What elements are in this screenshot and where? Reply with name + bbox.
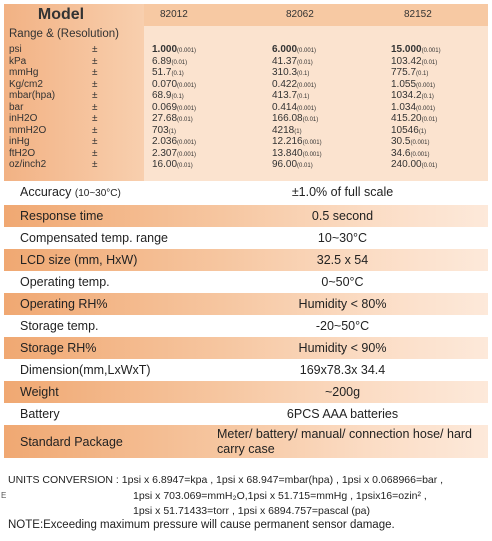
range-value [272,159,313,173]
value-row [382,79,488,91]
resolution: (0.1) [297,71,310,77]
value-row [144,90,264,102]
value-row [382,90,488,102]
spec-label [4,253,199,267]
range-number: 413.7 [272,90,298,101]
resolution: (0.1) [171,71,184,77]
spec-row [4,337,488,359]
unit-name: psi [9,44,22,55]
range-value [152,159,193,173]
range-number: 51.7 [152,67,172,78]
range-number: 775.7 [391,67,417,78]
range-number: 16.00 [152,159,178,170]
spec-value: -20~50°C [315,319,370,333]
resolution: (0.001) [177,82,197,89]
spec-row [4,381,488,403]
value-row [144,125,264,137]
spec-row [4,249,488,271]
resolution: (0.001) [416,82,436,89]
range-number: 703 [152,124,169,136]
unit-row [4,44,144,56]
plus-minus-sign: ± [92,124,98,136]
plus-minus-sign: ± [92,44,98,55]
value-row [144,136,264,148]
value-row [264,102,382,114]
model-column-82012 [144,4,264,181]
spec-value: ±1.0% of full scale [291,185,394,199]
range-value [391,159,437,173]
plus-minus-sign: ± [92,159,98,170]
range-number: 310.3 [272,67,298,78]
unit-name: Kg/cm2 [9,78,43,90]
range-number: 1.034 [391,101,417,113]
spec-value: 0~50°C [321,275,364,289]
range-number: 10546 [391,124,419,136]
value-list [382,44,488,171]
range-number: 240.00 [391,159,422,170]
value-row [144,67,264,79]
range-number: 96.00 [272,159,298,170]
spec-row [4,205,488,227]
resolution: (0.1) [297,94,310,100]
value-row [382,159,488,171]
unit-row [4,113,144,125]
unit-name: ftH2O [9,147,36,159]
unit-row [4,90,144,102]
spec-label-text: Accuracy [20,185,72,199]
model-column-82062 [264,4,382,181]
value-row [264,148,382,160]
range-number: 41.37 [272,55,298,67]
spec-row [4,181,488,203]
range-number: 103.42 [391,55,422,67]
value-row [382,102,488,114]
spec-label-text: LCD size (mm, HxW) [20,253,138,267]
spec-label [4,363,199,377]
resolution: (0.01) [421,117,438,123]
resolution: (0.001) [297,105,317,112]
value-row [144,56,264,68]
spec-label [4,185,199,199]
resolution: (0.01) [177,163,193,169]
range-number: 15.000 [391,44,422,55]
range-number: 27.68 [152,113,178,124]
model-heading: Model [37,6,85,23]
plus-minus-sign: ± [92,113,98,124]
resolution: (0.001) [177,48,197,54]
resolution: (0.1) [171,94,184,100]
value-row [264,136,382,148]
value-row [264,159,382,171]
range-number: 166.08 [272,113,303,124]
spec-label [4,297,199,311]
spec-label-text: Standard Package [20,434,123,449]
resolution: (0.1) [421,94,434,100]
value-row [382,148,488,160]
resolution: (0.001) [410,140,430,146]
unit-name: inH2O [9,113,38,124]
resolution: (0.01) [302,117,319,123]
spec-label [4,319,199,333]
range-number: 6.89 [152,55,172,67]
range-number: 0.069 [152,101,178,113]
plus-minus-sign: ± [92,90,98,101]
spec-label [4,209,199,223]
spec-value: 6PCS AAA batteries [286,407,399,421]
spec-label-text: Weight [20,385,59,399]
value-row [382,67,488,79]
resolution: (0.01) [421,163,438,169]
resolution: (0.01) [297,59,313,66]
spec-row [4,315,488,337]
range-number: 0.414 [272,101,298,113]
spec-value: Meter/ battery/ manual/ connection hose/ hard carry case [217,426,473,456]
value-row [144,102,264,114]
value-row [264,67,382,79]
spec-value: ~200g [324,385,361,399]
range-number: 2.307 [152,147,178,159]
model-column-82152 [382,4,488,181]
resolution: (1) [294,128,302,135]
value-row [144,113,264,125]
resolution: (0.1) [416,71,429,77]
range-number: 0.422 [272,78,298,90]
warning-note: NOTE:Exceeding maximum pressure will cause permanent sensor damage. [8,519,395,531]
spec-row [4,271,488,293]
unit-name: inHg [9,136,30,147]
spec-label [4,435,199,449]
range-number: 2.036 [152,136,178,147]
spec-label-text: Battery [20,407,60,421]
value-list [264,44,382,171]
resolution: (0.001) [302,140,322,146]
value-row [382,125,488,137]
range-label-column [4,4,144,181]
unit-list [4,44,144,171]
unit-name: oz/inch2 [9,159,47,170]
plus-minus-sign: ± [92,78,98,90]
spec-label-text: Storage temp. [20,319,99,333]
value-row [144,79,264,91]
range-number: 30.5 [391,136,411,147]
unit-name: mmH2O [9,124,47,136]
value-row [264,56,382,68]
range-number: 1034.2 [391,90,422,101]
value-row [382,136,488,148]
value-row [382,113,488,125]
spec-label-text: Operating temp. [20,275,110,289]
spec-row [4,425,488,458]
edge-marker: E [1,491,7,500]
range-number: 0.070 [152,78,178,90]
plus-minus-sign: ± [92,147,98,159]
model-number: 82062 [264,4,382,26]
spec-value: Humidity < 90% [298,341,387,355]
spec-value: 32.5 x 54 [316,253,369,267]
resolution: (0.001) [177,105,197,112]
plus-minus-sign: ± [92,67,98,78]
spec-row [4,227,488,249]
spec-label-text: Compensated temp. range [20,231,169,245]
resolution: (1) [168,128,177,135]
spec-label [4,407,199,421]
spec-label [4,385,199,399]
resolution: (0.001) [297,48,317,54]
value-row [382,56,488,68]
unit-name: mmHg [9,67,39,78]
unit-row [4,102,144,114]
range-number: 4218 [272,124,295,136]
value-row [264,90,382,102]
resolution: (0.01) [177,117,193,123]
unit-row [4,159,144,171]
resolution: (0.001) [302,151,322,158]
plus-minus-sign: ± [92,136,98,147]
plus-minus-sign: ± [92,101,98,113]
range-resolution-heading: Range & (Resolution) [9,28,119,40]
unit-name: mbar(hpa) [9,90,56,101]
unit-row [4,67,144,79]
spec-label-text: Operating RH% [20,297,108,311]
plus-minus-sign: ± [92,55,98,67]
value-row [382,44,488,56]
range-number: 13.840 [272,147,303,159]
spec-row [4,359,488,381]
range-number: 68.9 [152,90,172,101]
resolution: (0.01) [297,163,313,169]
conversion-line: 1psi x 703.069=mmH₂O,1psi x 51.715=mmHg , 1psix16=ozin² , [133,489,427,502]
spec-value: Humidity < 80% [298,297,387,311]
range-table [4,4,488,181]
spec-label-text: Storage RH% [20,341,97,355]
range-number: 6.000 [272,44,298,55]
range-number: 415.20 [391,113,422,124]
unit-row [4,56,144,68]
units-conversion [8,473,490,520]
unit-name: bar [9,101,24,113]
model-number: 82012 [144,4,264,26]
spec-label-text: Response time [20,209,104,223]
range-number: 12.216 [272,136,303,147]
value-row [144,148,264,160]
value-row [264,44,382,56]
resolution: (0.001) [416,105,436,112]
conversion-line: 1psi x 51.71433=torr , 1psi x 6894.757=pascal (pa) [133,505,370,517]
spec-label [4,231,199,245]
unit-name: kPa [9,55,27,67]
resolution: (0.01) [171,59,188,66]
spec-label-text: Dimension(mm,LxWxT) [20,363,151,377]
resolution: (0.001) [410,151,430,158]
unit-row [4,79,144,91]
value-row [264,125,382,137]
resolution: (0.01) [421,59,438,66]
spec-label-note: (10~30°C) [74,188,121,199]
resolution: (0.001) [421,48,441,54]
conversion-line: UNITS CONVERSION : 1psi x 6.8947=kpa , 1psi x 68.947=mbar(hpa) , 1psi x 0.068966=bar , [8,474,444,486]
range-number: 34.6 [391,147,411,159]
unit-row [4,136,144,148]
range-number: 1.055 [391,78,417,90]
spec-label [4,275,199,289]
model-number: 82152 [382,4,488,26]
spec-row [4,293,488,315]
spec-value: 0.5 second [311,209,374,223]
spec-label [4,341,199,355]
resolution: (0.001) [177,140,197,146]
value-row [144,159,264,171]
spec-value: 169x78.3x 34.4 [299,363,386,377]
value-row [264,79,382,91]
unit-row [4,148,144,160]
unit-row [4,125,144,137]
resolution: (1) [418,128,427,135]
spec-value: 10~30°C [317,231,368,245]
resolution: (0.001) [177,151,197,158]
value-list [144,44,264,171]
value-row [144,44,264,56]
spec-row [4,403,488,425]
value-row [264,113,382,125]
range-number: 1.000 [152,44,178,55]
resolution: (0.001) [297,82,317,89]
